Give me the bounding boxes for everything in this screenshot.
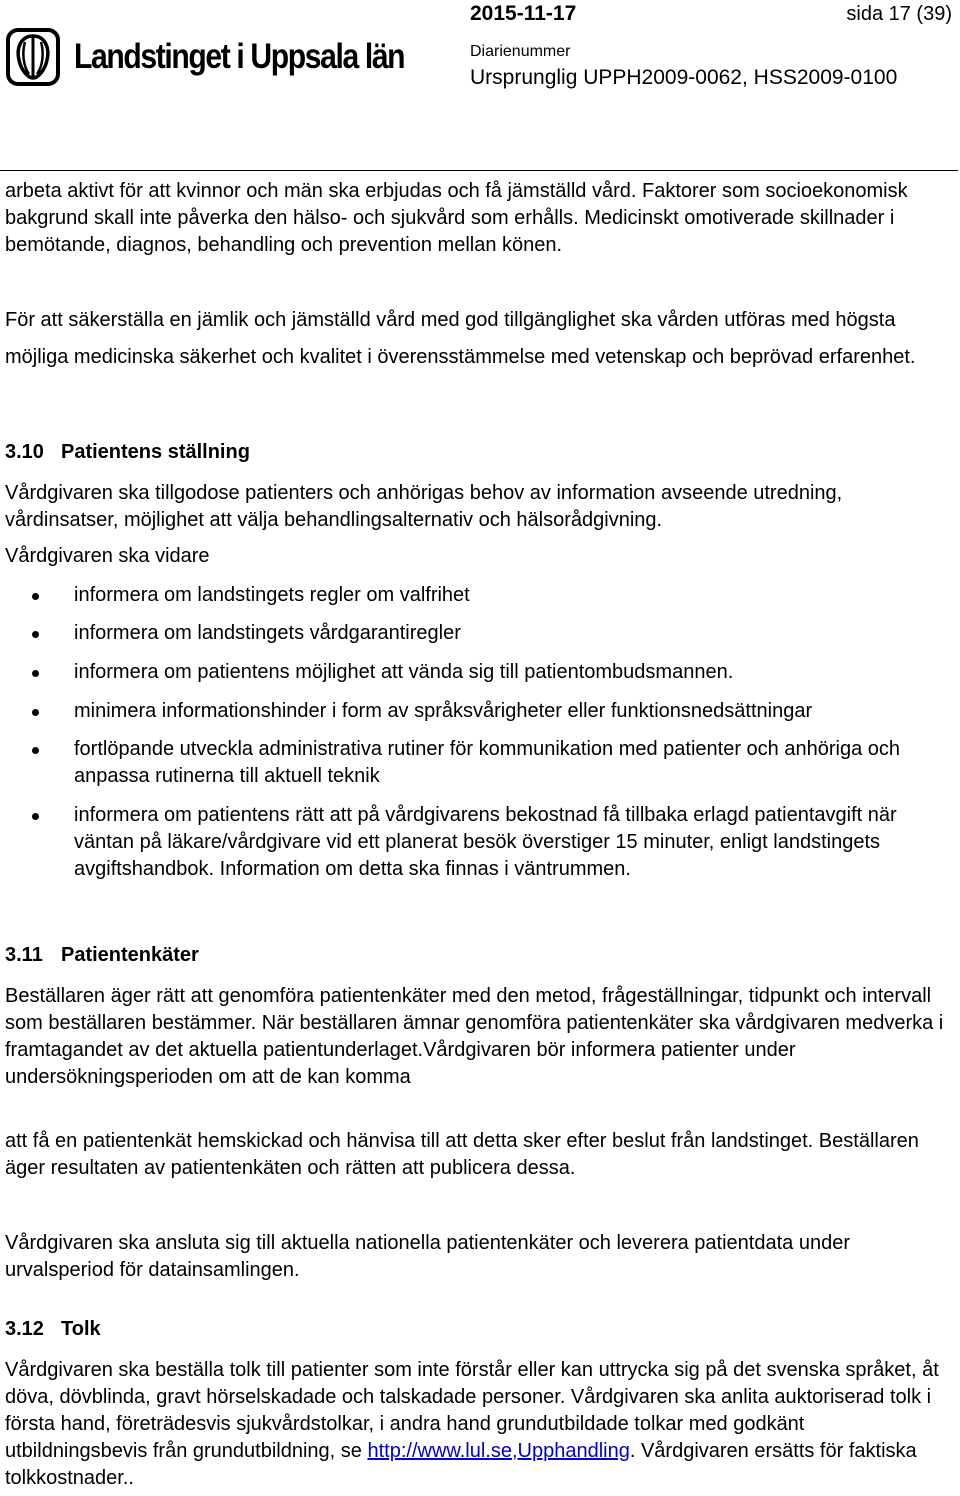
bullet-icon bbox=[32, 593, 39, 600]
bullet-icon bbox=[32, 747, 39, 754]
bullet-icon bbox=[32, 709, 39, 716]
section-number: 3.12 bbox=[5, 1318, 44, 1340]
bullet-icon bbox=[32, 631, 39, 638]
list-item: informera om landstingets vårdgarantiregler bbox=[5, 620, 950, 647]
document-date: 2015-11-17 bbox=[470, 2, 577, 25]
landsting-emblem-icon bbox=[6, 28, 60, 86]
section-title: Tolk bbox=[61, 1318, 101, 1340]
survey-paragraph-continued: att få en patientenkät hemskickad och hänvisa till att detta sker efter beslut från landstinget. Beställaren äger resultaten av patientenkäten och rätten att publicera dessa. bbox=[5, 1130, 919, 1179]
vidare-paragraph: Vårdgivaren ska vidare bbox=[5, 545, 210, 567]
equity-paragraph: För att säkerställa en jämlik och jämställd vård med god tillgänglighet ska vården utföras med högsta möjliga medicinska säkerhet och kvalitet i överensstämmelse med vetenskap och beprövad erfarenhet. bbox=[5, 309, 916, 368]
section-heading-3-12 bbox=[5, 1318, 101, 1341]
list-item: informera om patientens möjlighet att vända sig till patientombudsmannen. bbox=[5, 659, 950, 686]
logo-wordmark: Landstinget i Uppsala län bbox=[74, 37, 405, 76]
list-item: minimera informationshinder i form av språksvårigheter eller funktionsnedsättningar bbox=[5, 698, 950, 725]
interpreter-paragraph: Vårdgivaren ska beställa tolk till patienter som inte förstår eller kan uttrycka sig på det svenska språket, åt döva, dövblinda, gravt hörselskadade och talskadade personer. Vårdgivaren ska anlita auktoriserad tolk i första hand, företrädesvis sjukvårdstolkar, i andra hand grundutbildade tolkar med godkänt utbildningsbevis från grundutbildning, se http://www.lul.se,Upphandling. Vårdgivaren ersätts för faktiska tolkkostnader.. bbox=[5, 1359, 939, 1489]
national-survey-paragraph: Vårdgivaren ska ansluta sig till aktuella nationella patientenkäter och leverera patientdata under urvalsperiod för datainsamlingen. bbox=[5, 1232, 850, 1281]
diarienummer-label: Diarienummer bbox=[470, 43, 571, 60]
page-number: sida 17 (39) bbox=[846, 3, 952, 25]
section-heading-3-10 bbox=[5, 441, 250, 464]
section-title: Patientenkäter bbox=[61, 944, 199, 966]
intro-paragraph: arbeta aktivt för att kvinnor och män ska erbjudas och få jämställd vård. Faktorer som socioekonomisk bakgrund skall inte påverka den hälso- och sjukvård som erhålls. Medicinskt omotiverade skillnader i bemötande, diagnos, behandling och prevention mellan könen. bbox=[5, 180, 908, 256]
list-item: informera om patientens rätt att på vårdgivarens bekostnad få tillbaka erlagd patientavgift när väntan på läkare/vårdgivare vid ett planerat besök överstiger 15 minuter, enligt landstingets avgiftshandbok. Information om detta ska finnas i väntrummen. bbox=[5, 802, 950, 883]
section-number: 3.11 bbox=[5, 944, 43, 966]
survey-paragraph: Beställaren äger rätt att genomföra patientenkäter med den metod, frågeställningar, tidpunkt och intervall som beställaren bestämmer. När beställaren ämnar genomföra patientenkäter ska vårdgivaren medverka i framtagandet av det aktuella patientunderlaget.Vårdgivaren bör informera patienter under undersökningsperioden om att de kan komma bbox=[5, 985, 944, 1088]
organization-logo bbox=[6, 26, 405, 88]
list-item: fortlöpande utveckla administrativa rutiner för kommunikation med patienter och anhöriga och anpassa rutinerna till aktuell teknik bbox=[5, 736, 950, 790]
bullet-icon bbox=[32, 670, 39, 677]
diarienummer-value: Ursprunglig UPPH2009-0062, HSS2009-0100 bbox=[470, 66, 898, 89]
upphandling-link[interactable]: http://www.lul.se,Upphandling bbox=[367, 1440, 630, 1462]
bullet-icon bbox=[32, 813, 39, 820]
patient-info-paragraph: Vårdgivaren ska tillgodose patienters och anhörigas behov av information avseende utredning, vårdinsatser, möjlighet att välja behandlingsalternativ och hälsorådgivning. bbox=[5, 482, 843, 531]
section-number: 3.10 bbox=[5, 441, 44, 463]
header-divider bbox=[0, 170, 958, 171]
section-title: Patientens ställning bbox=[61, 441, 250, 463]
list-item: informera om landstingets regler om valfrihet bbox=[5, 582, 950, 609]
section-heading-3-11 bbox=[5, 944, 199, 967]
